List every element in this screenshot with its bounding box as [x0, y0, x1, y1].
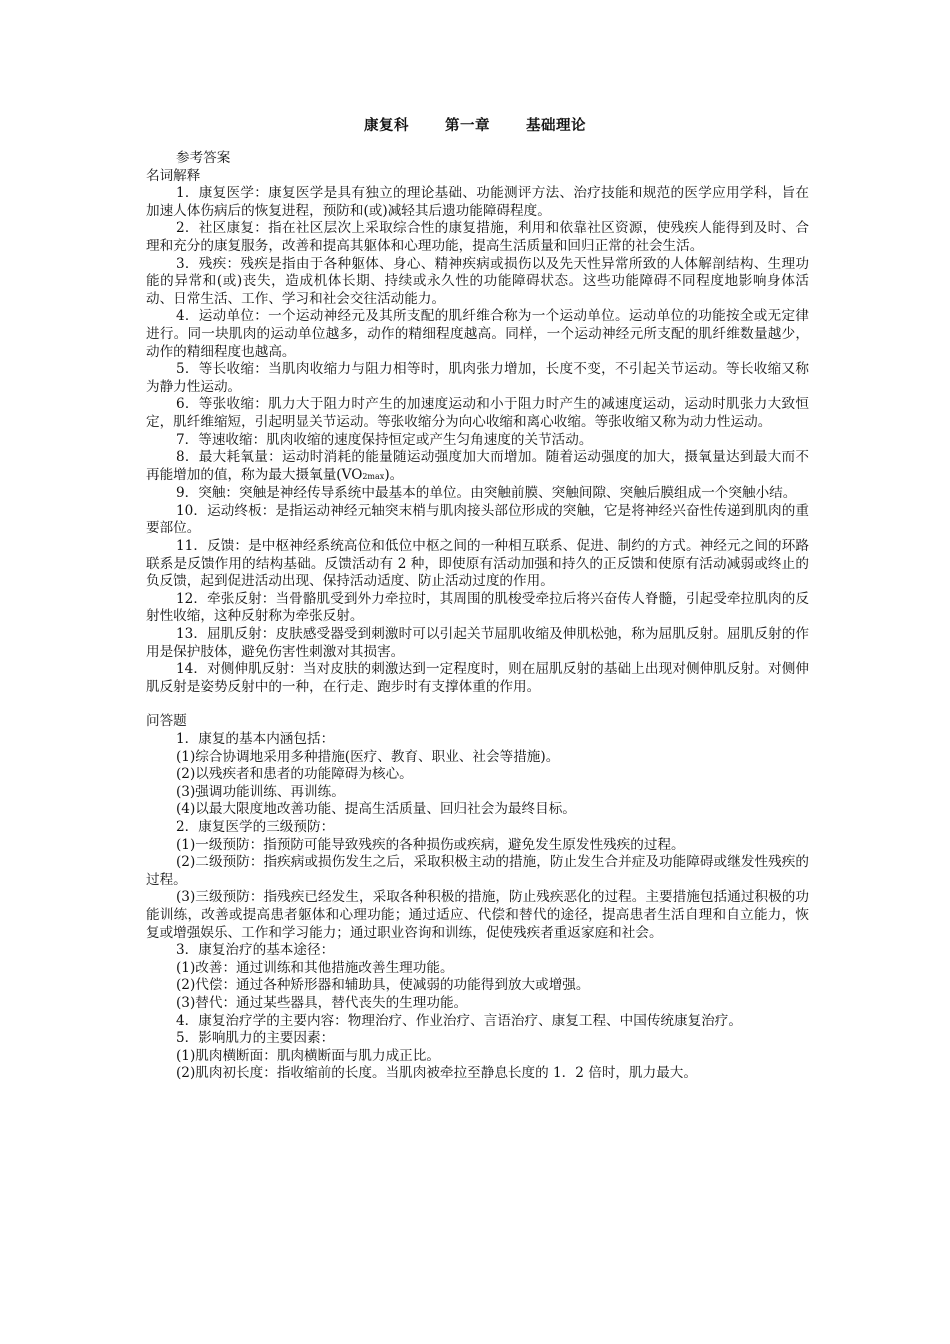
qa-line: 5．影响肌力的主要因素： — [176, 1030, 335, 1047]
qa-line: (1)肌肉横断面：肌肉横断面与肌力成正比。 — [176, 1047, 440, 1064]
qa-line: 4．康复治疗学的主要内容：物理治疗、作业治疗、言语治疗、康复工程、中国传统康复治疗。 — [176, 1012, 742, 1029]
title-topic: 基础理论 — [526, 118, 586, 134]
term-item: 5．等长收缩：当肌肉收缩力与阻力相等时，肌肉张力增加，长度不变，不引起关节运动。等长收缩又称为静力性运动。 — [146, 361, 809, 395]
term-item: 11．反馈：是中枢神经系统高位和低位中枢之间的一种相互联系、促进、制约的方式。神经元之间的环路联系是反馈作用的结构基础。反馈活动有 2 种，即使原有活动加强和持久的正反馈和使原有活动减弱或终止的负反馈，起到促进活动出现、保持活动适度、防止活动过度的作用。 — [146, 538, 809, 590]
term-item: 10．运动终板：是指运动神经元轴突末梢与肌肉接头部位形成的突触，它是将神经兴奋性传递到肌肉的重要部位。 — [146, 502, 809, 537]
term-item: 7．等速收缩：肌肉收缩的速度保持恒定或产生匀角速度的关节活动。 — [176, 431, 593, 448]
qa-line: (3)三级预防：指残疾已经发生，采取各种积极的措施，防止残疾恶化的过程。主要措施包括通过积极的功能训练，改善或提高患者躯体和心理功能；通过适应、代偿和替代的途径，提高患者生活自理和自立能力，恢复或增强娱乐、工作和学习能力；通过职业咨询和训练，促使残疾者重返家庭和社会。 — [146, 889, 809, 941]
qa-line: (1)一级预防：指预防可能导致残疾的各种损伤或疾病，避免发生原发性残疾的过程。 — [176, 836, 685, 853]
terms-heading: 名词解释 — [146, 167, 201, 184]
qa-line: (2)代偿：通过各种矫形器和辅助具，使减弱的功能得到放大或增强。 — [176, 977, 590, 994]
document-body — [146, 150, 809, 1083]
qa-line: (4)以最大限度地改善功能、提高生活质量、回归社会为最终目标。 — [176, 801, 576, 818]
term-item: 13．屈肌反射：皮肤感受器受到刺激时可以引起关节屈肌收缩及伸肌松弛，称为屈肌反射。屈肌反射的作用是保护肢体，避免伤害性刺激对其损害。 — [146, 626, 809, 660]
term-item: 9．突触：突触是神经传导系统中最基本的单位。由突触前膜、突触间隙、突触后膜组成一个突触小结。 — [176, 485, 797, 502]
title-department: 康复科 — [364, 118, 409, 134]
qa-line: 3．康复治疗的基本途径： — [176, 942, 335, 959]
term8-subscript: 2max — [362, 471, 385, 481]
term-item: 14．对侧伸肌反射：当对皮肤的刺激达到一定程度时，则在屈肌反射的基础上出现对侧伸肌反射。对侧伸肌反射是姿势反射中的一种，在行走、跑步时有支撑体重的作用。 — [146, 661, 809, 695]
term-item: 3．残疾：残疾是指由于各种躯体、身心、精神疾病或损伤以及先天性异常所致的人体解剖结构、生理功能的异常和(或)丧失，造成机体长期、持续或永久性的功能障碍状态。这些功能障碍不同程度地影响身体活动、日常生活、工作、学习和社会交往活动能力。 — [146, 255, 809, 307]
qa-line: (2)肌肉初长度：指收缩前的长度。当肌肉被牵拉至静息长度的 1．2 倍时，肌力最大。 — [176, 1065, 697, 1082]
qa-line: (1)综合协调地采用多种措施(医疗、教育、职业、社会等措施)。 — [176, 748, 560, 765]
term-item: 12．牵张反射：当骨骼肌受到外力牵拉时，其周围的肌梭受牵拉后将兴奋传人脊髓，引起受牵拉肌肉的反射性收缩，这种反射称为牵张反射。 — [146, 590, 809, 625]
qa-line: (3)强调功能训练、再训练。 — [176, 783, 345, 800]
title-chapter: 第一章 — [445, 118, 490, 134]
term-item: 1．康复医学：康复医学是具有独立的理论基础、功能测评方法、治疗技能和规范的医学应用学科，旨在加速人体伤病后的恢复进程，预防和(或)减轻其后遗功能障碍程度。 — [146, 185, 809, 219]
term-item: 4．运动单位：一个运动神经元及其所支配的肌纤维合称为一个运动单位。运动单位的功能按全或无定律进行。同一块肌肉的运动单位越多，动作的精细程度越高。同样，一个运动神经元所支配的肌纤维数量越少，动作的精细程度也越高。 — [146, 308, 809, 360]
term-item-vo2max — [146, 449, 809, 485]
qa-line: (1)改善：通过训练和其他措施改善生理功能。 — [176, 959, 454, 976]
qa-line: (3)替代：通过某些器具，替代丧失的生理功能。 — [176, 994, 468, 1011]
qa-line: 1．康复的基本内涵包括： — [176, 731, 335, 747]
page-title — [0, 118, 950, 136]
qa-line: 2．康复医学的三级预防： — [176, 818, 335, 835]
qa-line: (2)二级预防：指疾病或损伤发生之后，采取积极主动的措施，防止发生合并症及功能障碍或继发性残疾的过程。 — [146, 854, 809, 888]
term-item: 2．社区康复：指在社区层次上采取综合性的康复措施，利用和依靠社区资源，使残疾人能得到及时、合理和充分的康复服务，改善和提高其躯体和心理功能，提高生活质量和回归正常的社会生活。 — [146, 220, 809, 254]
term8-text: 8．最大耗氧量：运动时消耗的能量随运动强度加大而增加。随着运动强度的加大，摄氧量达到最大而不再能增加的值，称为最大摄氧量(VO — [146, 449, 809, 483]
qa-line: (2)以残疾者和患者的功能障碍为核心。 — [176, 766, 413, 783]
qa-heading: 问答题 — [146, 713, 187, 730]
term-item: 6．等张收缩：肌力大于阻力时产生的加速度运动和小于阻力时产生的减速度运动，运动时肌张力大致恒定，肌纤维缩短，引起明显关节运动。等张收缩分为向心收缩和离心收缩。等张收缩又称为动力性运动。 — [146, 396, 809, 430]
section-gap — [146, 696, 809, 713]
term8-end: )。 — [384, 466, 404, 483]
answers-heading: 参考答案 — [176, 150, 231, 166]
